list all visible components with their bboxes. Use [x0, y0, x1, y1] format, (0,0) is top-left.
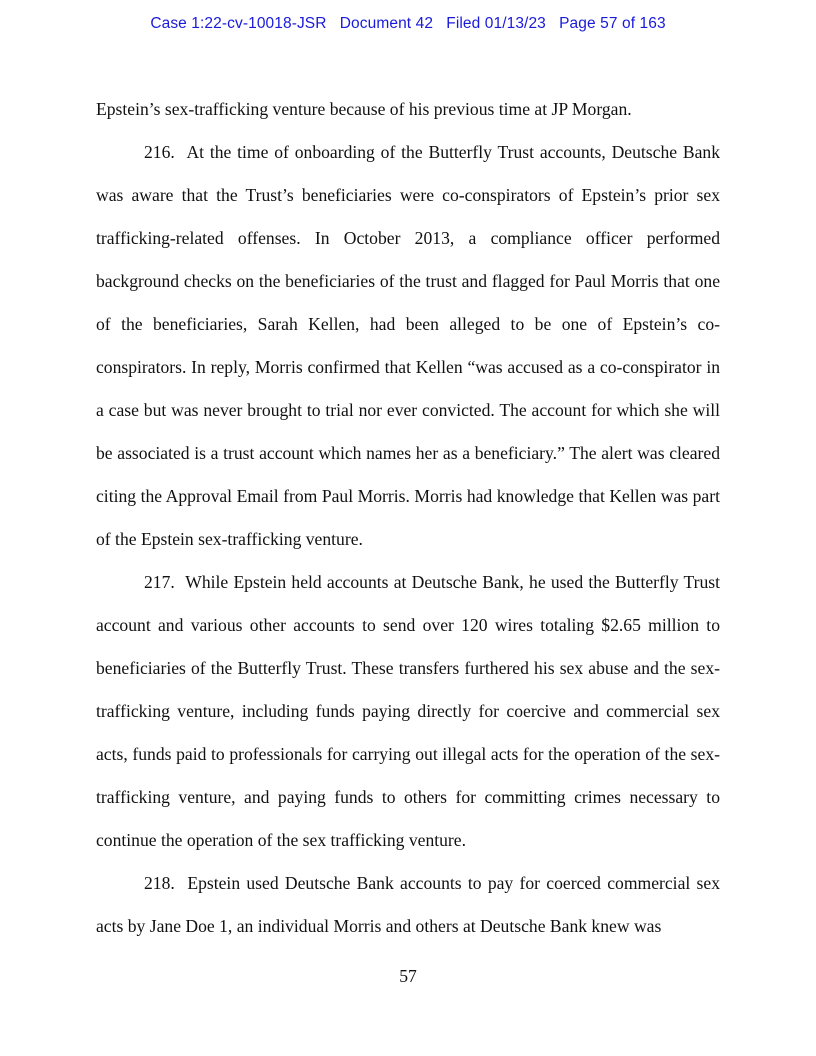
- case-header: Case 1:22-cv-10018-JSR Document 42 Filed 01/13/23 Page 57 of 163: [150, 15, 666, 32]
- paragraph-number: 217.: [144, 572, 175, 592]
- page-number: 57: [399, 966, 417, 986]
- paragraph-text: At the time of onboarding of the Butterfly Trust accounts, Deutsche Bank was aware that the Trust’s beneficiaries were co-conspirators of Epstein’s prior sex trafficking-related offenses. In October 2013, a compliance officer performed background checks on the beneficiaries of the trust and flagged for Paul Morris that one of the beneficiaries, Sarah Kellen, had been alleged to be one of Epstein’s co-conspirators. In reply, Morris confirmed that Kellen “was accused as a co-conspirator in a case but was never brought to trial nor ever convicted. The account for which she will be associated is a trust account which names her as a beneficiary.” The alert was cleared citing the Approval Email from Paul Morris. Morris had knowledge that Kellen was part of the Epstein sex-trafficking venture.: [96, 142, 721, 549]
- continuation-text: Epstein’s sex-trafficking venture because of his previous time at JP Morgan.: [96, 99, 632, 119]
- paragraph-number: 216.: [144, 142, 175, 162]
- paragraph-text: While Epstein held accounts at Deutsche Bank, he used the Butterfly Trust account and various other accounts to send over 120 wires totaling $2.65 million to beneficiaries of the Butterfly Trust. These transfers furthered his sex abuse and the sex-trafficking venture, including funds paying directly for coercive and commercial sex acts, funds paid to professionals for carrying out illegal acts for the operation of the sex-trafficking venture, and paying funds to others for committing crimes necessary to continue the operation of the sex trafficking venture.: [96, 572, 720, 850]
- paragraph-text: Epstein used Deutsche Bank accounts to pay for coerced commercial sex acts by Jane Doe 1, an individual Morris and others at Deutsche Bank knew was: [96, 873, 720, 936]
- document-body: [96, 88, 720, 948]
- paragraph-216: [96, 131, 720, 561]
- paragraph-217: [96, 561, 720, 862]
- paragraph-number: 218.: [144, 873, 175, 893]
- paragraph-218: [96, 862, 720, 948]
